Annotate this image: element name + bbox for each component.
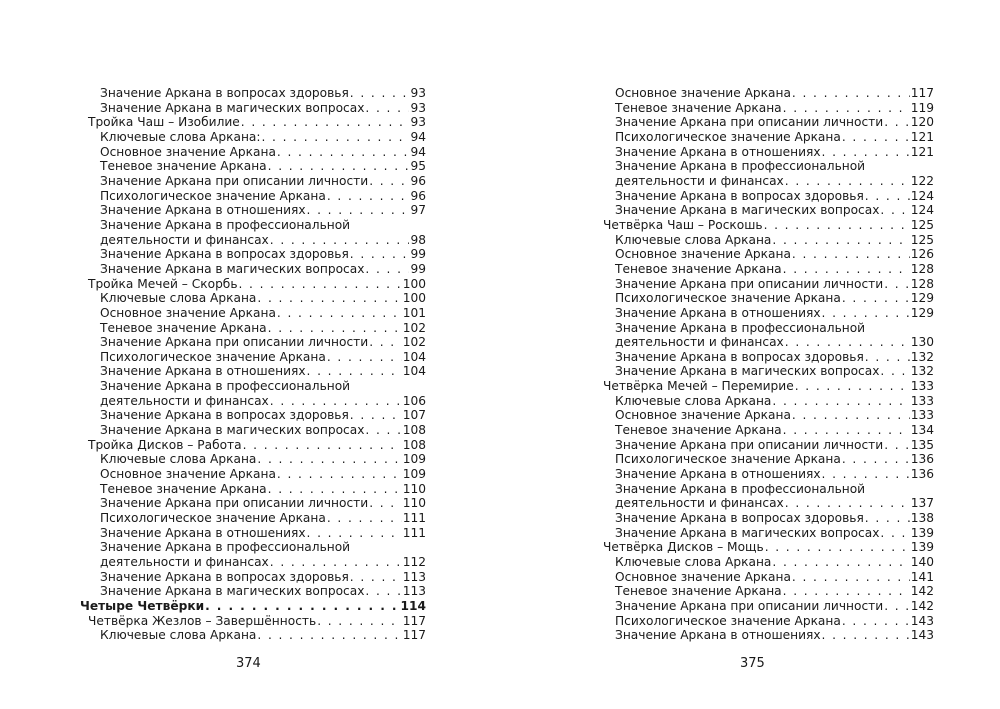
dot-leader [764,218,910,233]
toc-entry-title: Значение Аркана в магических вопросах [100,584,365,599]
toc-entry-title: Теневое значение Аркана [100,159,267,174]
toc-entry-title: Четвёрка Чаш – Роскошь [603,217,763,232]
toc-entry-subsection[interactable] [80,233,426,248]
toc-entry-page: 110 [402,496,426,511]
toc-entry-subsection[interactable] [80,306,426,321]
dot-leader [243,438,402,453]
toc-entry-section[interactable] [595,379,934,394]
toc-entry-page: 142 [910,584,934,599]
toc-entry-page: 108 [402,423,426,438]
toc-entry-subsection[interactable] [80,159,426,174]
toc-entry-page: 139 [910,525,934,540]
toc-entry-title: Психологическое значение Аркана [100,349,326,364]
toc-entry-page: 130 [910,335,934,350]
toc-entry-page: 133 [910,379,934,394]
toc-entry-subsection[interactable] [595,614,934,629]
toc-entry-page: 141 [910,569,934,584]
dot-leader [880,364,909,379]
toc-entry-title: Тройка Чаш – Изобилие [88,115,240,130]
page-number-right: 375 [740,656,765,671]
toc-entry-section[interactable] [80,277,426,292]
toc-entry-section[interactable] [595,540,934,555]
dot-leader [268,159,410,174]
dot-leader [792,408,910,423]
toc-entry-subsection[interactable] [595,277,934,292]
toc-entry-subsection[interactable] [80,145,426,160]
dot-leader [792,247,910,262]
dot-leader [772,555,909,570]
toc-entry-title: Ключевые слова Аркана [100,628,257,643]
toc-entry-page: 104 [402,364,426,379]
toc-entry-subsection[interactable] [80,555,426,570]
dot-leader [842,291,910,306]
toc-entry-subsection[interactable] [595,467,934,482]
toc-entry-title: Теневое значение Аркана [100,320,267,335]
toc-entry-subsection[interactable] [80,101,426,116]
toc-entry-page: 143 [910,628,934,643]
toc-entry-page: 139 [910,540,934,555]
right-page-toc [595,86,934,643]
dot-leader [792,570,910,585]
toc-entry-page: 94 [410,129,426,144]
dot-leader [884,115,910,130]
toc-entry-page: 125 [910,217,934,232]
toc-entry-title: Четвёрка Жезлов – Завершённость [88,613,317,628]
toc-entry-title: Значение Аркана в магических вопросах [100,261,365,276]
dot-leader [205,599,399,614]
dot-leader [365,584,401,599]
toc-entry-title: Значение Аркана в магических вопросах [100,423,365,438]
dot-leader [865,189,910,204]
toc-entry-subsection[interactable] [80,86,426,101]
toc-entry-subsection[interactable] [595,423,934,438]
dot-leader [842,614,910,629]
toc-entry-title-line: Значение Аркана в профессиональной [615,159,866,174]
toc-entry-title-line: деятельности и финансах [615,335,784,350]
toc-entry-page: 99 [410,247,426,262]
toc-entry-title: Основное значение Аркана [100,467,276,482]
toc-entry-page: 124 [910,188,934,203]
toc-entry-page: 106 [402,393,426,408]
dot-leader [350,408,402,423]
toc-entry-subsection[interactable] [595,350,934,365]
toc-entry-title: Основное значение Аркана [100,305,276,320]
toc-entry-subsection[interactable] [80,130,426,145]
toc-entry-title: Значение Аркана в отношениях [100,525,306,540]
dot-leader [865,511,910,526]
toc-entry-subsection[interactable] [595,452,934,467]
toc-entry-title: Значение Аркана в вопросах здоровья [615,188,864,203]
toc-entry-subsection[interactable] [595,203,934,218]
toc-entry-page: 112 [402,555,426,569]
toc-entry-subsection[interactable] [80,452,426,467]
toc-entry-section[interactable] [595,218,934,233]
dot-leader [880,526,909,541]
toc-entry-page: 129 [910,305,934,320]
dot-leader [880,203,909,218]
dot-leader [785,335,910,350]
toc-entry-title-line: деятельности и финансах [615,173,784,188]
toc-entry-page: 111 [402,511,426,526]
toc-entry-page: 140 [910,555,934,569]
toc-entry-title: Значение Аркана при описании личности [100,335,369,350]
toc-entry-subsection[interactable] [595,262,934,277]
toc-entry-subsection[interactable] [80,408,426,423]
toc-entry-title: Психологическое значение Аркана [100,188,326,203]
dot-leader [270,233,410,248]
dot-leader [842,452,910,467]
toc-entry-title: Тройка Дисков – Работа [88,437,242,452]
toc-entry-title: Значение Аркана в вопросах здоровья [100,86,349,100]
dot-leader [785,174,910,189]
toc-entry-subsection[interactable] [595,496,934,511]
toc-entry-title: Четыре Четвёрки [80,598,205,613]
toc-entry-subsection[interactable] [595,408,934,423]
toc-entry-title: Психологическое значение Аркана [100,511,326,526]
toc-entry-page: 122 [910,173,934,188]
toc-entry-subsection[interactable] [80,321,426,336]
toc-entry-title: Психологическое значение Аркана [615,452,841,467]
toc-entry-title: Психологическое значение Аркана [615,129,841,144]
dot-leader [884,277,910,292]
toc-entry-subsection[interactable] [595,130,934,145]
toc-entry-page: 95 [410,159,426,174]
toc-entry-subsection[interactable] [80,570,426,585]
toc-entry-page: 101 [402,305,426,320]
dot-leader [822,467,910,482]
toc-entry-subsection[interactable] [595,599,934,614]
toc-entry-title: Теневое значение Аркана [615,584,782,599]
toc-entry-title: Значение Аркана при описании личности [100,173,369,188]
toc-entry-section[interactable] [80,115,426,130]
toc-entry-section[interactable] [80,438,426,453]
toc-entry-subsection[interactable] [80,247,426,262]
toc-entry-title: Значение Аркана в магических вопросах [100,100,365,115]
toc-entry-subsection[interactable] [595,101,934,116]
toc-entry-title: Теневое значение Аркана [615,261,782,276]
dot-leader [783,262,910,277]
toc-entry-title-line: деятельности и финансах [100,393,269,408]
toc-entry-page: 121 [910,144,934,159]
dot-leader [765,540,910,555]
toc-entry-page: 125 [910,232,934,247]
dot-leader [365,101,409,116]
toc-entry-page: 128 [910,276,934,291]
toc-entry-subsection[interactable] [595,555,934,570]
toc-entry-title: Значение Аркана в отношениях [615,467,821,482]
toc-entry-subsection[interactable] [595,233,934,248]
toc-entry-title: Основное значение Аркана [615,569,791,584]
toc-entry-page: 113 [402,569,426,584]
toc-entry-subsection[interactable] [595,86,934,101]
toc-entry-subsection[interactable] [595,306,934,321]
toc-entry-title: Психологическое значение Аркана [615,291,841,306]
toc-entry-page: 117 [910,86,934,100]
dot-leader [369,174,409,189]
toc-entry-page: 133 [910,393,934,408]
toc-entry-subsection[interactable] [595,364,934,379]
toc-entry-subsection[interactable] [80,174,426,189]
toc-entry-page: 143 [910,613,934,628]
dot-leader [865,350,910,365]
toc-entry-title: Теневое значение Аркана [615,423,782,438]
toc-entry-subsection[interactable] [595,145,934,160]
toc-entry-subsection[interactable] [595,291,934,306]
toc-entry-page: 93 [410,86,426,100]
toc-entry-part[interactable] [80,599,426,614]
toc-entry-title: Основное значение Аркана [615,247,791,262]
toc-entry-title: Значение Аркана в отношениях [615,305,821,320]
toc-entry-subsection[interactable] [80,394,426,409]
toc-entry-subsection[interactable] [595,438,934,453]
dot-leader [365,262,409,277]
toc-entry-page: 102 [402,335,426,350]
toc-entry-subsection[interactable] [80,526,426,541]
dot-leader [783,584,910,599]
toc-entry-page: 117 [402,613,426,628]
dot-leader [795,379,910,394]
toc-entry-page: 132 [910,364,934,379]
toc-entry-page: 104 [402,349,426,364]
toc-entry-subsection[interactable] [595,570,934,585]
dot-leader [350,247,410,262]
toc-entry-page: 109 [402,452,426,467]
toc-entry-page: 129 [910,291,934,306]
toc-entry-page: 110 [402,481,426,496]
toc-entry-page: 138 [910,511,934,526]
dot-leader [365,423,401,438]
toc-entry-title-line: деятельности и финансах [100,232,269,247]
toc-entry-page: 126 [910,247,934,262]
toc-entry-title: Значение Аркана в магических вопросах [615,525,880,540]
dot-leader [783,423,910,438]
toc-entry-subsection[interactable] [80,335,426,350]
dot-leader [350,570,402,585]
toc-entry-page: 98 [410,232,426,247]
left-page-toc [80,86,426,643]
toc-entry-page: 133 [910,408,934,423]
toc-entry-subsection[interactable] [595,115,934,130]
toc-entry-title: Значение Аркана при описании личности [615,598,884,613]
toc-entry-title: Значение Аркана в вопросах здоровья [100,247,349,262]
toc-entry-page: 136 [910,467,934,482]
dot-leader [277,467,402,482]
toc-entry-page: 128 [910,261,934,276]
toc-entry-page: 113 [402,584,426,599]
toc-entry-title: Значение Аркана в вопросах здоровья [100,569,349,584]
toc-entry-title: Основное значение Аркана [100,144,276,159]
toc-entry-title: Тройка Мечей – Скорбь [88,276,238,291]
toc-entry-title-line: деятельности и финансах [100,555,269,569]
toc-entry-page: 124 [910,203,934,218]
dot-leader [792,86,910,101]
toc-entry-subsection[interactable] [80,364,426,379]
dot-leader [772,233,909,248]
toc-entry-title-line: Значение Аркана в профессиональной [100,540,351,555]
toc-entry-page: 109 [402,467,426,482]
toc-entry-title: Ключевые слова Аркана [615,555,772,569]
dot-leader [884,599,910,614]
dot-leader [772,394,909,409]
toc-entry-page: 99 [410,261,426,276]
toc-entry-title: Значение Аркана при описании личности [615,437,884,452]
toc-entry-title: Психологическое значение Аркана [615,613,841,628]
toc-entry-title-line: Значение Аркана в профессиональной [100,379,351,394]
toc-entry-page: 132 [910,349,934,364]
toc-entry-subsection[interactable] [80,467,426,482]
dot-leader [257,291,401,306]
toc-entry-title-line: Значение Аркана в профессиональной [615,320,866,335]
toc-entry-page: 102 [402,320,426,335]
toc-entry-title: Значение Аркана в отношениях [100,203,306,218]
dot-leader [327,189,410,204]
toc-entry-title: Теневое значение Аркана [100,481,267,496]
toc-entry-page: 96 [410,188,426,203]
toc-entry-subsection[interactable] [80,482,426,497]
dot-leader [783,101,910,116]
toc-entry-page: 100 [402,291,426,306]
toc-entry-page: 100 [402,276,426,291]
toc-entry-page: 114 [400,598,426,613]
toc-entry-title: Ключевые слова Аркана: [100,129,261,144]
dot-leader [241,115,410,130]
dot-leader [257,452,401,467]
toc-entry-title: Ключевые слова Аркана [100,452,257,467]
dot-leader [239,277,402,292]
toc-entry-title-line: деятельности и финансах [615,496,784,511]
toc-entry-subsection[interactable] [80,584,426,599]
dot-leader [822,306,910,321]
toc-entry-title: Значение Аркана в магических вопросах [615,364,880,379]
toc-entry-page: 134 [910,423,934,438]
toc-entry-section[interactable] [80,614,426,629]
dot-leader [822,628,910,643]
toc-entry-title: Значение Аркана в магических вопросах [615,203,880,218]
dot-leader [884,438,910,453]
toc-entry-title: Значение Аркана в отношениях [100,364,306,379]
toc-entry-subsection[interactable] [595,526,934,541]
toc-entry-page: 94 [410,144,426,159]
toc-entry-title: Четвёрка Мечей – Перемирие [603,379,794,394]
toc-entry-subsection[interactable] [595,584,934,599]
toc-entry-subsection[interactable] [595,189,934,204]
toc-entry-page: 93 [410,115,426,130]
toc-entry-subsection[interactable] [80,291,426,306]
dot-leader [822,145,910,160]
toc-entry-page: 107 [402,408,426,423]
dot-leader [369,335,402,350]
toc-entry-subsection[interactable] [80,189,426,204]
toc-entry-title: Значение Аркана при описании личности [615,276,884,291]
dot-leader [262,130,410,145]
page-number-left: 374 [236,656,261,671]
toc-entry-page: 119 [910,100,934,115]
toc-entry-title: Значение Аркана в вопросах здоровья [615,511,864,526]
toc-entry-subsection[interactable] [80,350,426,365]
toc-entry-page: 120 [910,115,934,130]
toc-entry-title-line: Значение Аркана в профессиональной [100,217,351,232]
toc-entry-subsection[interactable] [595,394,934,409]
toc-entry-subsection[interactable] [80,203,426,218]
toc-entry-page: 108 [402,437,426,452]
toc-entry-page: 136 [910,452,934,467]
toc-entry-page: 96 [410,173,426,188]
toc-entry-page: 135 [910,437,934,452]
toc-entry-subsection[interactable] [595,628,934,643]
toc-entry-title: Значение Аркана в вопросах здоровья [100,408,349,423]
toc-entry-page: 93 [410,100,426,115]
dot-leader [369,496,402,511]
toc-entry-title: Основное значение Аркана [615,86,791,100]
dot-leader [268,321,402,336]
toc-entry-title: Значение Аркана при описании личности [100,496,369,511]
dot-leader [307,364,402,379]
toc-entry-title: Значение Аркана при описании личности [615,115,884,130]
dot-leader [277,145,410,160]
dot-leader [327,350,402,365]
dot-leader [327,511,402,526]
toc-entry-title: Значение Аркана в отношениях [615,144,821,159]
toc-entry-subsection[interactable] [80,511,426,526]
dot-leader [270,555,402,570]
toc-entry-title: Четвёрка Дисков – Мощь [603,540,764,555]
dot-leader [317,614,402,629]
toc-entry-page: 117 [402,628,426,643]
toc-entry-subsection[interactable] [595,511,934,526]
toc-entry-subsection[interactable] [80,423,426,438]
dot-leader [277,306,402,321]
toc-entry-title: Значение Аркана в вопросах здоровья [615,349,864,364]
toc-entry-page: 142 [910,598,934,613]
toc-entry-subsection[interactable] [80,628,426,643]
toc-entry-subsection[interactable] [595,247,934,262]
toc-entry-subsection[interactable] [595,335,934,350]
dot-leader [785,496,910,511]
toc-entry-subsection[interactable] [80,262,426,277]
toc-entry-subsection[interactable] [80,496,426,511]
dot-leader [307,526,402,541]
dot-leader [270,394,402,409]
toc-entry-subsection[interactable] [595,174,934,189]
dot-leader [307,203,410,218]
toc-entry-page: 121 [910,129,934,144]
dot-leader [842,130,910,145]
dot-leader [350,86,410,101]
toc-entry-title: Ключевые слова Аркана [615,232,772,247]
dot-leader [257,628,401,643]
toc-entry-page: 137 [910,496,934,511]
toc-entry-title: Значение Аркана в отношениях [615,628,821,643]
toc-entry-title: Теневое значение Аркана [615,100,782,115]
dot-leader [268,482,402,497]
toc-entry-title-line: Значение Аркана в профессиональной [615,481,866,496]
toc-entry-title: Основное значение Аркана [615,408,791,423]
toc-entry-title: Ключевые слова Аркана [100,291,257,306]
toc-entry-title: Ключевые слова Аркана [615,393,772,408]
toc-entry-page: 111 [402,525,426,540]
toc-entry-page: 97 [410,203,426,218]
